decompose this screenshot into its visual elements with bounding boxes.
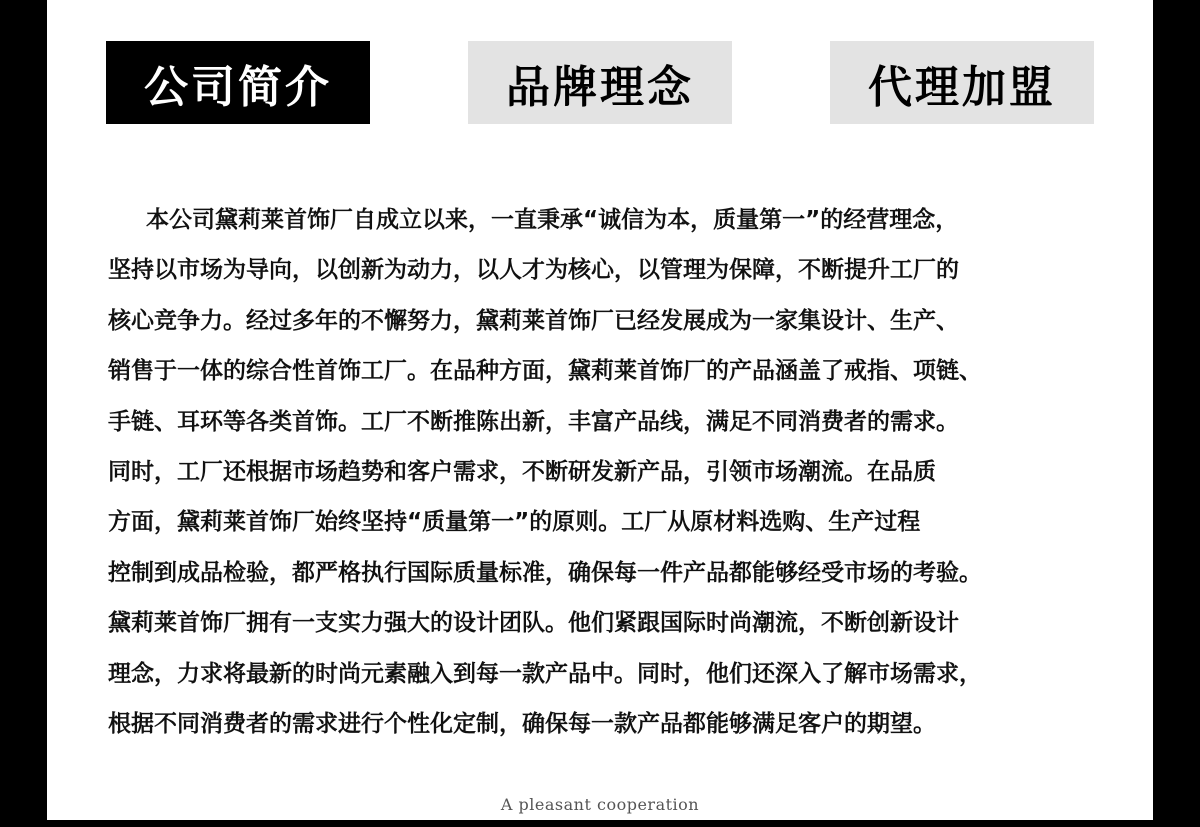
paragraph-line: 方面，黛莉莱首饰厂始终坚持“质量第一”的原则。工厂从原材料选购、生产过程	[108, 509, 921, 536]
paragraph-line: 核心竞争力。经过多年的不懈努力，黛莉莱首饰厂已经发展成为一家集设计、生产、	[108, 307, 959, 334]
paragraph-line: 控制到成品检验，都严格执行国际质量标准，确保每一件产品都能够经受市场的考验。	[108, 559, 982, 586]
paragraph-line: 理念，力求将最新的时尚元素融入到每一款产品中。同时，他们还深入了解市场需求，	[108, 660, 982, 687]
paragraph-line: 根据不同消费者的需求进行个性化定制，确保每一款产品都能够满足客户的期望。	[108, 710, 936, 737]
paragraph-line: 黛莉莱首饰厂拥有一支实力强大的设计团队。他们紧跟国际时尚潮流，不断创新设计	[108, 610, 959, 637]
paragraph-line: 本公司黛莉莱首饰厂自成立以来，一直秉承“诚信为本，质量第一”的经营理念，	[146, 207, 959, 233]
tab-agency-franchise[interactable]: 代理加盟	[830, 41, 1094, 124]
tab-company-profile[interactable]: 公司简介	[106, 41, 370, 124]
tab-brand-philosophy[interactable]: 品牌理念	[468, 41, 732, 124]
paragraph-line: 坚持以市场为导向，以创新为动力，以人才为核心，以管理为保障，不断提升工厂的	[108, 257, 959, 284]
paragraph-line: 手链、耳环等各类首饰。工厂不断推陈出新，丰富产品线，满足不同消费者的需求。	[108, 408, 959, 435]
tab-bar	[106, 41, 1094, 124]
company-description	[108, 195, 1153, 749]
paragraph-line: 销售于一体的综合性首饰工厂。在品种方面，黛莉莱首饰厂的产品涵盖了戒指、项链、	[108, 358, 982, 385]
footer-tagline: A pleasant cooperation	[500, 795, 700, 814]
paragraph-line: 同时，工厂还根据市场趋势和客户需求，不断研发新产品，引领市场潮流。在品质	[108, 458, 936, 485]
content-page	[47, 0, 1153, 820]
